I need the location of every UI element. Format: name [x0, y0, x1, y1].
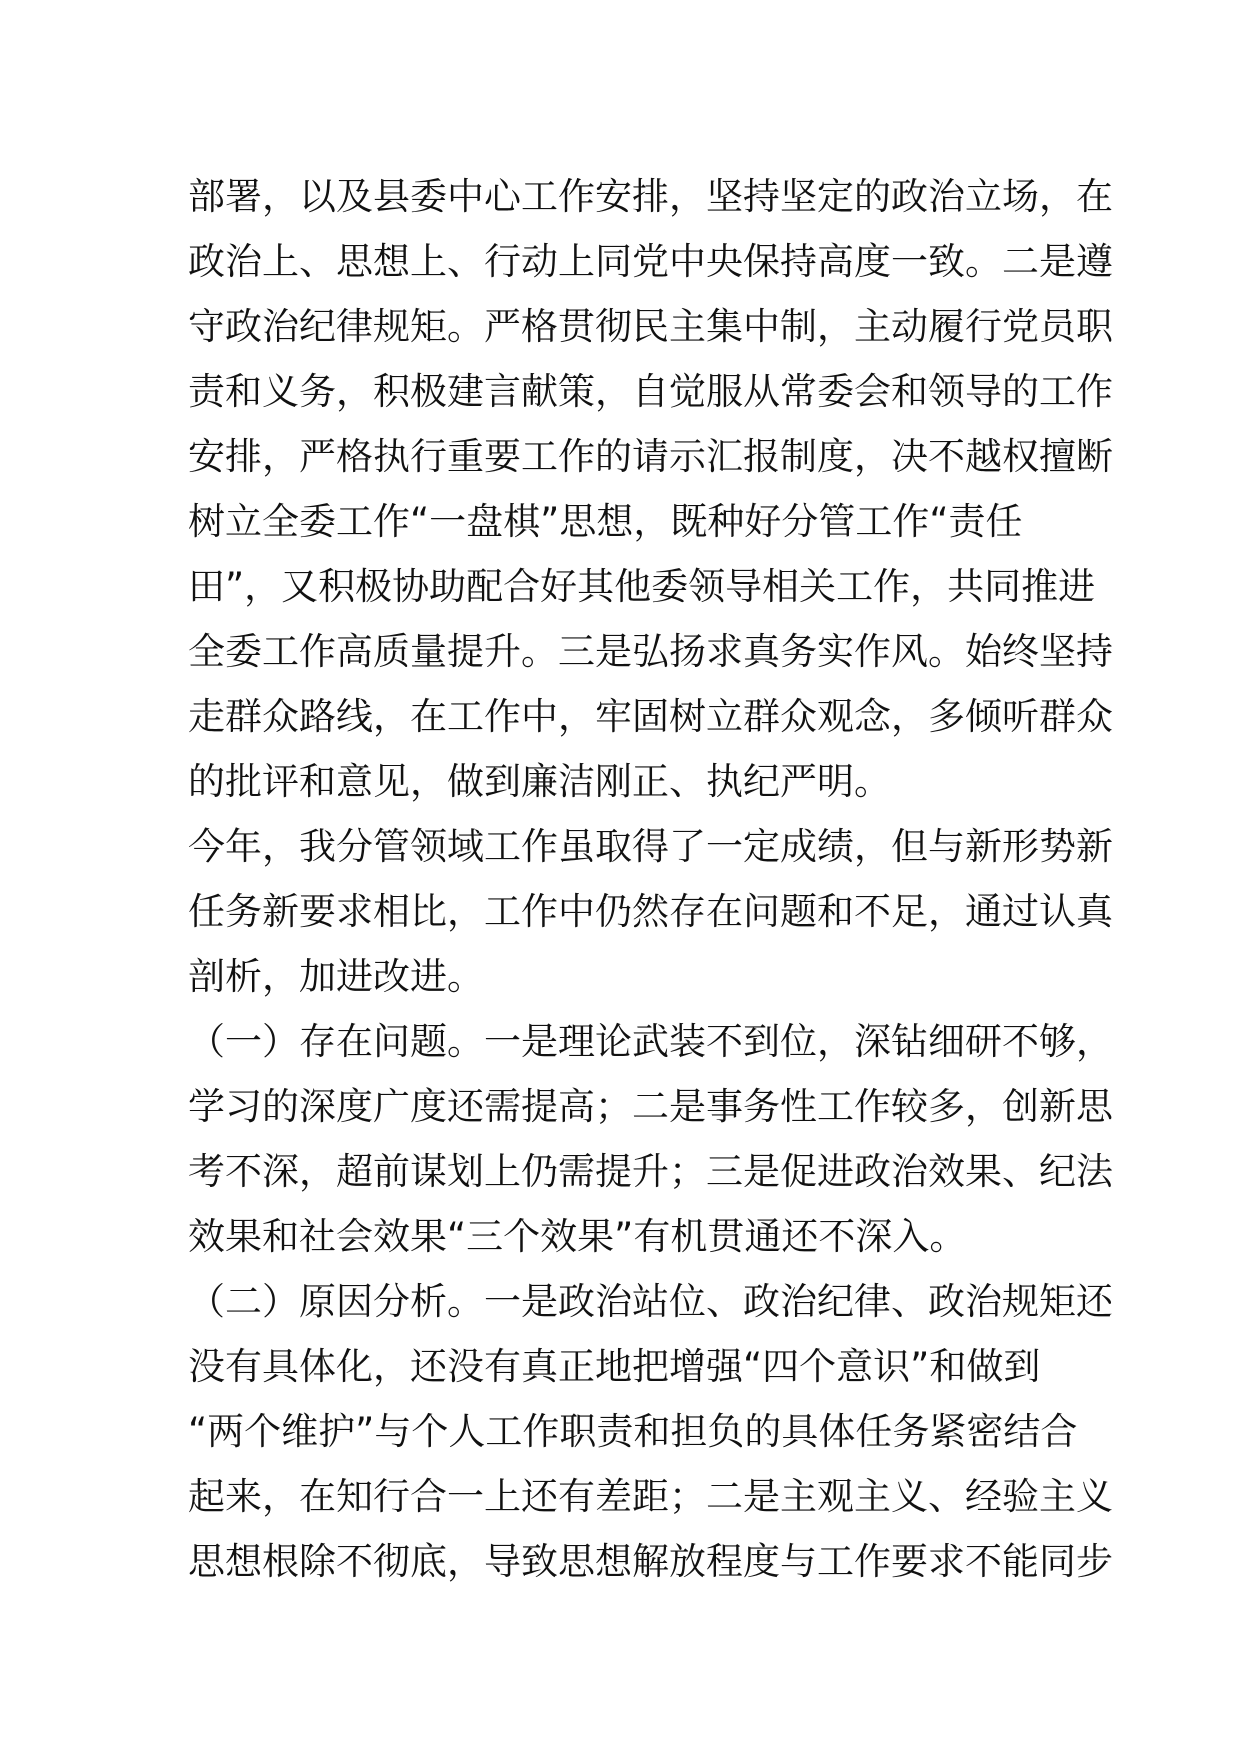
text-line: 学习的深度广度还需提高；二是事务性工作较多，创新思 [188, 1085, 1113, 1128]
text-line: 政治上、思想上、行动上同党中央保持高度一致。二是遵 [188, 240, 1113, 283]
text-line: 考不深，超前谋划上仍需提升；三是促进政治效果、纪法 [188, 1150, 1113, 1193]
body-text [188, 164, 1113, 1594]
text-line: 树立全委工作“一盘棋”思想，既种好分管工作“责任 [188, 500, 1023, 543]
text-line: 今年，我分管领域工作虽取得了一定成绩，但与新形势新 [188, 825, 1113, 868]
text-line: 起来，在知行合一上还有差距；二是主观主义、经验主义 [188, 1475, 1113, 1518]
text-line: 安排，严格执行重要工作的请示汇报制度，决不越权擅断 [188, 435, 1113, 478]
text-line: 部署，以及县委中心工作安排，坚持坚定的政治立场，在 [188, 175, 1113, 218]
text-line: 任务新要求相比，工作中仍然存在问题和不足，通过认真 [188, 890, 1113, 933]
text-line: 的批评和意见，做到廉洁刚正、执纪严明。 [188, 760, 891, 803]
text-line: 责和义务，积极建言献策，自觉服从常委会和领导的工作 [188, 370, 1113, 413]
text-line: 全委工作高质量提升。三是弘扬求真务实作风。始终坚持 [188, 630, 1113, 673]
text-line: 剖析，加进改进。 [188, 955, 484, 998]
text-line: 效果和社会效果“三个效果”有机贯通还不深入。 [188, 1215, 967, 1258]
text-line: 守政治纪律规矩。严格贯彻民主集中制，主动履行党员职 [188, 305, 1113, 348]
text-line: “两个维护”与个人工作职责和担负的具体任务紧密结合 [188, 1410, 1078, 1453]
text-line: 走群众路线，在工作中，牢固树立群众观念，多倾听群众 [188, 695, 1113, 738]
text-line: （一）存在问题。一是理论武装不到位，深钻细研不够， [188, 1020, 1113, 1063]
text-line: 没有具体化，还没有真正地把增强“四个意识”和做到 [188, 1345, 1041, 1388]
text-line: （二）原因分析。一是政治站位、政治纪律、政治规矩还 [188, 1280, 1113, 1323]
text-line: 田”，又积极协助配合好其他委领导相关工作，共同推进 [188, 565, 1096, 608]
text-line: 思想根除不彻底，导致思想解放程度与工作要求不能同步 [188, 1540, 1113, 1583]
